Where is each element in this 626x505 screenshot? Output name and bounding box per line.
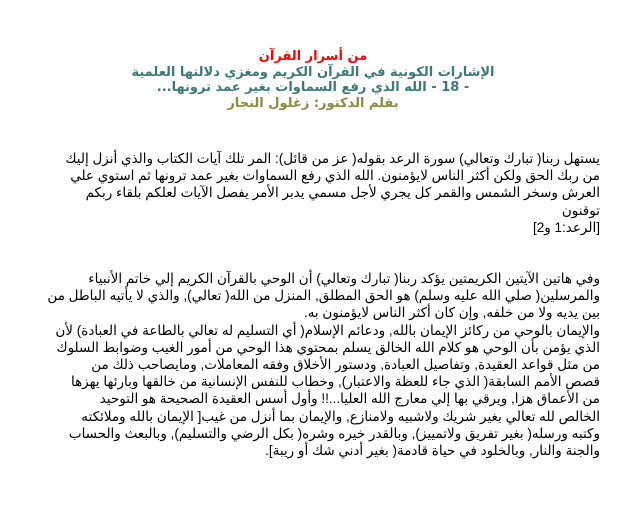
paragraph-gap xyxy=(22,253,600,270)
body-line: قصص الأمم السابقة( الذي جاء للعظة والاعتبار), وخطاب للنفس الإنسانية من خالقها وبارئها يهزها xyxy=(70,374,600,390)
body-line: والجنة والنار, وبالخلود في حياة قادمة( بغير أدني شك أو ريبة]. xyxy=(265,443,600,459)
article-body xyxy=(22,150,600,459)
series-subtitle: الإشارات الكونية في القرآن الكريم ومغزي دلالتها العلمية xyxy=(131,64,495,80)
verse-reference: [الرعد:1 و2] xyxy=(532,219,600,235)
body-line: يستهل ربنا( تبارك وتعالي) سورة الرعد بقوله( عز من قائل): المر تلك آيات الكتاب والذي أنزل إليك xyxy=(65,151,600,166)
body-line: العرش وسخر الشمس والقمر كل يجري لأجل مسمي يدبر الأمر يفصل الآيات لعلكم بلقاء ربكم xyxy=(85,185,600,201)
article-header xyxy=(0,49,626,111)
body-line: الذي يؤمن بأن الوحي هو كلام الله الخالق يسلم بمحتوي هذا الوحي من أمور الغيب وضوابط السلوك xyxy=(56,339,600,355)
body-line: بين يديه ولا من خلفه, وإن كان أكثر الناس لايؤمنون به. xyxy=(303,305,600,321)
author-byline: بقلم الدكتور: زغلول النجار xyxy=(227,95,399,111)
paragraph-gap xyxy=(22,236,600,253)
body-line: توقنون xyxy=(561,202,600,218)
body-line: من الأعماق هزا, ويرقي بها إلي معارج الله العليا...!! وأول أسس العقيدة الصحيحة هو التوحيد xyxy=(99,391,600,407)
body-line: والمرسلين( صلي الله عليه وسلم) هو الحق المطلق, المنزل من الله( تعالي), والذي لا يأتيه الباطل من xyxy=(47,288,600,304)
article-title: - 18 - الله الذي رفع السماوات بغير عمد ترونها... xyxy=(156,80,470,95)
body-line: الخالص لله تعالي بغير شريك ولاشبيه ولامنازع, والإيمان بما أنزل من غيب[ الإيمان بالله وملائكته xyxy=(81,408,600,424)
body-line: من مثل قواعد العقيدة, وتفاصيل العبادة, ودستور الأخلاق وفقه المعاملات, ومايصاحب ذلك من xyxy=(91,357,600,373)
body-line: وفي هاتين الآيتين الكريمتين يؤكد ربنا( تبارك وتعالي) أن الوحي بالقرآن الكريم إلي خاتم الأنبياء xyxy=(88,271,600,287)
body-line: وكتبه ورسله( بغير تفريق ولاتمييز), وبالقدر خيره وشره( بكل الرضي والتسليم), وبالبعث والحساب xyxy=(68,425,600,441)
body-line: من ربك الحق ولكن أكثر الناس لايؤمنون. الله الذي رفع السماوات بغير عمد ترونها ثم استوي علي xyxy=(70,168,600,184)
body-line: والإيمان بالوحي من ركائز الإيمان بالله, ودعائم الإسلام( أي التسليم له تعالي بالطاعة في العبادة) لأن xyxy=(55,322,600,338)
series-title: من أسرار القرآن xyxy=(258,49,368,64)
